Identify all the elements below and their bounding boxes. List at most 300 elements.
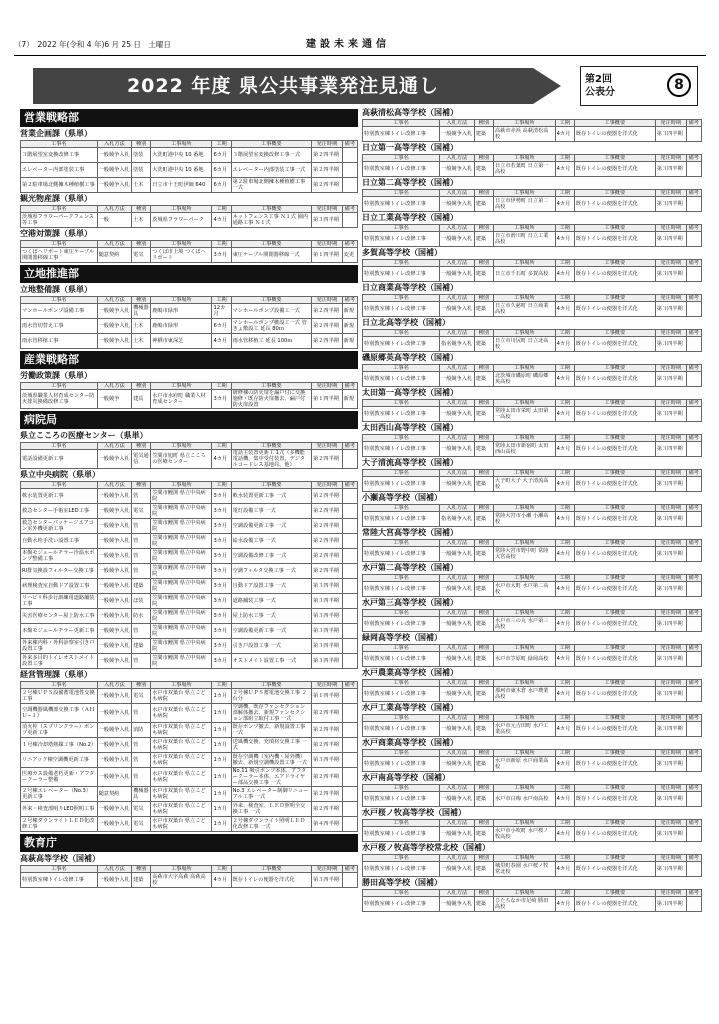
table-row bbox=[363, 302, 702, 317]
table-cell: 笠間市鯉渕 県立中央病院 bbox=[151, 594, 212, 609]
column-header: 備考 bbox=[686, 295, 701, 302]
table-cell: 第３四半期 bbox=[655, 897, 686, 912]
table-cell: 軟水装置更新工事 一式 bbox=[231, 489, 311, 504]
column-header: 発注時期 bbox=[655, 715, 686, 722]
table-cell: 東圧ケーブル関閉器移線一式 bbox=[231, 248, 311, 263]
table-cell bbox=[342, 519, 357, 534]
column-header: 工期 bbox=[212, 866, 231, 873]
table-cell: 第３四半期 bbox=[655, 617, 686, 632]
table-cell: 4カ月 bbox=[555, 267, 574, 282]
column-header: 発注時期 bbox=[655, 890, 686, 897]
table-cell: 一般競争入札 bbox=[440, 162, 475, 177]
column-header: 備考 bbox=[342, 443, 357, 450]
column-header: 工事場所 bbox=[493, 260, 555, 267]
table-cell: ２号棟エレベーター（No.3）更新工事 bbox=[21, 787, 98, 802]
table-cell: 6カ月 bbox=[212, 178, 231, 193]
column-header: 入札方法 bbox=[97, 383, 131, 390]
table-cell: 消防 bbox=[132, 723, 151, 738]
column-header: 種別 bbox=[132, 241, 151, 248]
column-header: 工事概要 bbox=[574, 575, 655, 582]
table-cell: 給水設備工事 一式 bbox=[231, 534, 311, 549]
table-cell: 特別教室棟トイレ改修工事 bbox=[363, 652, 440, 667]
column-header: 発注時期 bbox=[655, 470, 686, 477]
table-cell: ２号棟ダウンライト照明ＬＥＤ化改修工事 一式 bbox=[231, 817, 311, 832]
table-row bbox=[363, 617, 702, 632]
table-cell bbox=[342, 564, 357, 579]
table-cell: 第３四半期 bbox=[655, 547, 686, 562]
table-cell: 神栖市東深芝 bbox=[151, 334, 212, 349]
column-header: 種別 bbox=[132, 297, 151, 304]
table-cell: 4カ月 bbox=[212, 213, 231, 228]
table-row bbox=[21, 624, 358, 639]
column-header: 工事場所 bbox=[493, 540, 555, 547]
table-cell: 防水 bbox=[132, 609, 151, 624]
column-header: 工事名 bbox=[21, 206, 98, 213]
table-cell: 3カ月 bbox=[212, 519, 231, 534]
column-header: 入札方法 bbox=[97, 682, 131, 689]
table-cell: 第２四半期 bbox=[312, 304, 343, 319]
table-row bbox=[363, 127, 702, 142]
table-cell: 4カ月 bbox=[555, 687, 574, 702]
table-cell bbox=[686, 372, 701, 387]
table-cell: 4カ月 bbox=[555, 477, 574, 492]
column-header: 種別 bbox=[474, 785, 493, 792]
column-header: 入札方法 bbox=[440, 785, 475, 792]
column-header: 種別 bbox=[474, 295, 493, 302]
column-header: 工事名 bbox=[363, 225, 440, 232]
table-cell: 建築 bbox=[474, 267, 493, 282]
table-cell: No.3 エレベーター制御リニューアル工事 一式 bbox=[231, 787, 311, 802]
table-cell: No.11 吸引ポンプ本体、アフタークーラー本体、エアドライヤー部品交換工事 一式 bbox=[231, 768, 311, 787]
table-cell: 随意契約 bbox=[97, 787, 131, 802]
column-header: 工事概要 bbox=[574, 785, 655, 792]
column-header: 工期 bbox=[212, 383, 231, 390]
table-cell bbox=[342, 654, 357, 669]
table-cell: 一般競争入札 bbox=[97, 704, 131, 723]
column-header: 発注時期 bbox=[655, 540, 686, 547]
table-cell: 一般競争入札 bbox=[440, 302, 475, 317]
column-header: 工期 bbox=[555, 855, 574, 862]
column-header: 種別 bbox=[474, 540, 493, 547]
table-cell: 第３四半期 bbox=[655, 302, 686, 317]
column-header: 工事名 bbox=[363, 435, 440, 442]
column-header: 入札方法 bbox=[440, 680, 475, 687]
table-cell: 第３四半期 bbox=[312, 624, 343, 639]
column-header: 種別 bbox=[474, 680, 493, 687]
table-cell: 第３四半期 bbox=[655, 372, 686, 387]
column-header: 工事場所 bbox=[493, 295, 555, 302]
table-row bbox=[363, 267, 702, 282]
section-heading: 水戸工業高等学校（国補） bbox=[362, 703, 458, 712]
column-header: 工期 bbox=[555, 120, 574, 127]
column-header: 工事名 bbox=[21, 241, 98, 248]
column-header: 工期 bbox=[555, 505, 574, 512]
table-cell: 土木 bbox=[132, 334, 151, 349]
table-cell bbox=[342, 489, 357, 504]
table-cell: 既存トイレの便器を洋式化 bbox=[574, 372, 655, 387]
table-cell: 日立市川尻町 日立北高校 bbox=[493, 337, 555, 352]
table-cell: 建築 bbox=[132, 873, 151, 888]
table-cell: 既存トイレの便器を洋式化 bbox=[574, 792, 655, 807]
column-header: 入札方法 bbox=[97, 241, 131, 248]
column-header: 工事概要 bbox=[574, 260, 655, 267]
table-cell: 指名競争入札 bbox=[440, 337, 475, 352]
table-cell: 日立市滑川町 日立工業高校 bbox=[493, 232, 555, 247]
table-row bbox=[363, 232, 702, 247]
table-cell bbox=[342, 787, 357, 802]
table-cell: 新規 bbox=[342, 304, 357, 319]
table-cell: 一般競争入札 bbox=[97, 689, 131, 704]
issue-box bbox=[580, 66, 698, 106]
table-cell: 第３四半期 bbox=[655, 722, 686, 737]
section-heading: 県立中央病院（県単） bbox=[20, 470, 100, 479]
column-header: 工事場所 bbox=[493, 820, 555, 827]
table-cell: 管 bbox=[132, 704, 151, 723]
column-header: 工期 bbox=[212, 297, 231, 304]
table-cell: 管 bbox=[132, 534, 151, 549]
column-header: 工事場所 bbox=[493, 435, 555, 442]
column-header: 入札方法 bbox=[440, 190, 475, 197]
table-cell: 1カ月 bbox=[212, 817, 231, 832]
column-header: 工事場所 bbox=[493, 575, 555, 582]
table-cell: 4カ月 bbox=[555, 197, 574, 212]
table-cell: 機械器具 bbox=[132, 304, 151, 319]
column-header: 工事名 bbox=[363, 890, 440, 897]
column-header: 工事概要 bbox=[574, 855, 655, 862]
column-header: 備考 bbox=[686, 645, 701, 652]
column-header: 発注時期 bbox=[655, 435, 686, 442]
table-cell: ３階展望室変換改修工事一式 bbox=[231, 148, 311, 163]
table-cell: 水戸市双葉台 県立こども病院 bbox=[151, 738, 212, 753]
table-cell: 3カ月 bbox=[212, 624, 231, 639]
table-cell: 6カ月 bbox=[212, 319, 231, 334]
column-header: 工事概要 bbox=[574, 540, 655, 547]
table-cell bbox=[686, 792, 701, 807]
column-header: 備考 bbox=[686, 505, 701, 512]
table-cell: 3カ月 bbox=[212, 248, 231, 263]
table-cell: 水戸市三の丸 水戸第三高校 bbox=[493, 617, 555, 632]
column-header: 発注時期 bbox=[655, 505, 686, 512]
table-cell: 一般競争入札 bbox=[97, 609, 131, 624]
column-header: 工事名 bbox=[363, 575, 440, 582]
column-header: 発注時期 bbox=[655, 155, 686, 162]
table-cell: 空調フィルタ交換工事 一式 bbox=[231, 564, 311, 579]
table-cell bbox=[686, 302, 701, 317]
column-header: 工期 bbox=[555, 295, 574, 302]
table-cell: 水戸市双葉台 県立こども病院 bbox=[151, 689, 212, 704]
table-cell: つくばヘリポート東圧ケーブル関閉器移線工事 bbox=[21, 248, 98, 263]
column-header: 備考 bbox=[686, 785, 701, 792]
column-header: 工事場所 bbox=[151, 297, 212, 304]
table-cell: 特別教室棟トイレ改修工事 bbox=[363, 407, 440, 422]
table-cell: 建築 bbox=[474, 407, 493, 422]
table-cell bbox=[686, 827, 701, 842]
table-row bbox=[21, 163, 358, 178]
column-header: 工事場所 bbox=[493, 715, 555, 722]
table-cell: 建築 bbox=[474, 827, 493, 842]
table-cell: 4カ月 bbox=[555, 127, 574, 142]
table-cell: ２号棟ＵＰＳ蓄電池交換工事 ２台分 bbox=[231, 689, 311, 704]
column-header: 工事場所 bbox=[151, 241, 212, 248]
table-cell: 救急センターパッケージエアコン室外機更新工事 bbox=[21, 519, 98, 534]
column-header: 工期 bbox=[555, 575, 574, 582]
column-header: 備考 bbox=[342, 482, 357, 489]
table-cell: 一般競争入札 bbox=[97, 768, 131, 787]
column-header: 入札方法 bbox=[440, 365, 475, 372]
column-header: 備考 bbox=[686, 575, 701, 582]
table-cell: 既存トイレの便器を洋式化 bbox=[574, 862, 655, 877]
table-cell: 第３四半期 bbox=[655, 127, 686, 142]
column-header: 入札方法 bbox=[97, 141, 131, 148]
table-cell: 管 bbox=[132, 519, 151, 534]
column-header: 種別 bbox=[474, 330, 493, 337]
table-cell: 特別教室棟トイレ改修工事 bbox=[363, 372, 440, 387]
table-cell: 建築 bbox=[474, 337, 493, 352]
table-cell: 4カ月 bbox=[212, 450, 231, 469]
table-cell: 建築 bbox=[474, 582, 493, 597]
table-cell: 一般競争入札 bbox=[440, 722, 475, 737]
table-cell: 電気 bbox=[132, 504, 151, 519]
column-header: 工期 bbox=[555, 365, 574, 372]
section-heading: 県立こころの医療センター（県単） bbox=[20, 431, 148, 440]
table-cell: 水戸市双葉台 県立こども病院 bbox=[151, 802, 212, 817]
column-header: 備考 bbox=[342, 297, 357, 304]
column-header: 工期 bbox=[555, 470, 574, 477]
table-cell: 機械器具 bbox=[132, 787, 151, 802]
column-header: 工期 bbox=[555, 715, 574, 722]
table-cell: 第３四半期 bbox=[655, 862, 686, 877]
table-cell: 日立市十王町伊師 640 bbox=[151, 178, 212, 193]
table-cell: 第２駐車場北側擁木種植樹工事 bbox=[21, 178, 98, 193]
table-cell: 既存トイレの便器を洋式化 bbox=[574, 162, 655, 177]
table-cell: 建築 bbox=[474, 442, 493, 457]
table-cell bbox=[686, 512, 701, 527]
column-header: 備考 bbox=[686, 610, 701, 617]
table-cell: 第２四半期 bbox=[312, 704, 343, 723]
table-cell: 一般競争入札 bbox=[440, 617, 475, 632]
table-cell: 第３四半期 bbox=[655, 757, 686, 772]
column-header: 発注時期 bbox=[655, 120, 686, 127]
table-cell bbox=[342, 178, 357, 193]
table-cell: 特別教室棟トイレ改修工事 bbox=[363, 547, 440, 562]
table-cell: 6カ月 bbox=[212, 163, 231, 178]
column-header: 発注時期 bbox=[655, 645, 686, 652]
column-header: 種別 bbox=[474, 190, 493, 197]
table-cell: 塗装 bbox=[132, 163, 151, 178]
table-cell: 水戸市元吉田町 水戸工業高校 bbox=[493, 722, 555, 737]
table-cell: 医療ガス設備老朽更新・アフタークーラー整備 bbox=[21, 768, 98, 787]
table-cell: 建築 bbox=[474, 547, 493, 562]
table-cell: 既存空調機（室内機・屋外機）撤去、新規空調機設置工事 一式 bbox=[231, 753, 311, 768]
table-cell: 電灯設備工事 一式 bbox=[231, 504, 311, 519]
table-cell: 電気通信 bbox=[132, 450, 151, 469]
table-cell: 第３四半期 bbox=[312, 753, 343, 768]
column-header: 工事概要 bbox=[574, 890, 655, 897]
table-cell: 特別教室棟トイレ改修工事 bbox=[363, 197, 440, 212]
table-cell: 塗装 bbox=[132, 148, 151, 163]
column-header: 種別 bbox=[132, 482, 151, 489]
column-header: 備考 bbox=[686, 400, 701, 407]
section-heading: 大子清流高等学校（国補） bbox=[362, 458, 458, 467]
table-row bbox=[21, 178, 358, 193]
table-cell: 土木 bbox=[132, 178, 151, 193]
column-header: 工事概要 bbox=[574, 120, 655, 127]
column-header: 工事場所 bbox=[493, 225, 555, 232]
table-cell: 建築 bbox=[474, 687, 493, 702]
table-cell: 北茨城市磯原町 磯原郷英高校 bbox=[493, 372, 555, 387]
table-cell bbox=[686, 687, 701, 702]
column-header: 発注時期 bbox=[312, 383, 343, 390]
table-cell: 4カ月 bbox=[555, 302, 574, 317]
column-header: 工事名 bbox=[363, 540, 440, 547]
section-heading: 日立第一高等学校（国補） bbox=[362, 143, 458, 152]
table-cell: 電気 bbox=[132, 817, 151, 832]
table-cell: 外来、検査室、ＬＥＤ照明全交換工事 一式 bbox=[231, 802, 311, 817]
table-cell: 一般競争入札 bbox=[97, 163, 131, 178]
table-cell: 一般競争入札 bbox=[97, 334, 131, 349]
table-cell: 3カ月 bbox=[212, 489, 231, 504]
column-header: 種別 bbox=[132, 206, 151, 213]
table-cell: 日立市伊勢町 日立第二高校 bbox=[493, 197, 555, 212]
column-header: 種別 bbox=[474, 575, 493, 582]
table-cell: 第４四半期 bbox=[312, 817, 343, 832]
table-cell: 引き戸設置工事 一式 bbox=[231, 639, 311, 654]
table-cell: 一般競争入札 bbox=[97, 594, 131, 609]
table-row bbox=[363, 792, 702, 807]
column-header: 入札方法 bbox=[97, 866, 131, 873]
table-cell: 建築 bbox=[474, 232, 493, 247]
table-cell: マンホールポンプ設備工事 bbox=[21, 304, 98, 319]
table-cell: 第３四半期 bbox=[655, 267, 686, 282]
table-cell: 管 bbox=[132, 768, 151, 787]
table-cell: 一般競争入札 bbox=[440, 547, 475, 562]
column-header: 備考 bbox=[686, 330, 701, 337]
table-cell: 既存トイレの便器を洋式化 bbox=[574, 617, 655, 632]
table-cell: 4カ月 bbox=[555, 897, 574, 912]
column-header: 備考 bbox=[686, 540, 701, 547]
table-row bbox=[21, 319, 358, 334]
table-cell: 建築 bbox=[474, 512, 493, 527]
column-header: 種別 bbox=[474, 260, 493, 267]
table-cell: 第３四半期 bbox=[655, 477, 686, 492]
column-header: 備考 bbox=[686, 470, 701, 477]
table-cell: 特別教室棟トイレ改修工事 bbox=[363, 792, 440, 807]
table-cell: 茨城県フラワーパークフェンス等工事 bbox=[21, 213, 98, 228]
table-cell: 建築 bbox=[474, 757, 493, 772]
table-cell: 第１四半期 bbox=[312, 390, 343, 409]
table-cell bbox=[342, 163, 357, 178]
table-cell: 一般競争入札 bbox=[97, 873, 131, 888]
table-cell: 一般競争入札 bbox=[440, 407, 475, 422]
table-cell: 3カ月 bbox=[212, 564, 231, 579]
table-cell: 4カ月 bbox=[555, 512, 574, 527]
column-header: 備考 bbox=[686, 890, 701, 897]
column-header: 入札方法 bbox=[440, 820, 475, 827]
table-cell bbox=[342, 753, 357, 768]
table-cell bbox=[686, 547, 701, 562]
table-row bbox=[363, 512, 702, 527]
table-cell: 管 bbox=[132, 753, 151, 768]
table-cell: 既存トイレの便器を洋式化 bbox=[574, 127, 655, 142]
table-cell: 既存トイレの便器を洋式化 bbox=[574, 477, 655, 492]
table-cell: 笠間市鯉渕 県立中央病院 bbox=[151, 624, 212, 639]
table-cell: 外来・検査部明りLED照明工事 bbox=[21, 802, 98, 817]
table-cell: 城里町春園 水戸桜ノ牧常北校 bbox=[493, 862, 555, 877]
table-cell: 大洗町港中央 10 番地 bbox=[151, 148, 212, 163]
table-cell: 特別教室棟トイレ改修工事 bbox=[363, 162, 440, 177]
project-table bbox=[362, 609, 702, 632]
table-cell: 空調設備更新工事 一式 bbox=[231, 624, 311, 639]
column-header: 工事名 bbox=[363, 295, 440, 302]
column-header: 工事概要 bbox=[231, 297, 311, 304]
table-cell: リニアック棟空調機更新工事 bbox=[21, 753, 98, 768]
table-cell: 4カ月 bbox=[555, 162, 574, 177]
project-table bbox=[362, 504, 702, 527]
table-cell bbox=[342, 594, 357, 609]
table-cell: 本館モジュールチラー冷温水ポンプ整備工事 bbox=[21, 549, 98, 564]
table-cell: 4カ月 bbox=[555, 827, 574, 842]
table-cell bbox=[686, 267, 701, 282]
column-header: 工事場所 bbox=[151, 682, 212, 689]
table-cell: 一般競争入札 bbox=[440, 267, 475, 282]
table-row bbox=[363, 687, 702, 702]
table-cell: 自動ドア設置工事 一式 bbox=[231, 579, 311, 594]
table-row bbox=[363, 337, 702, 352]
column-header: 工事名 bbox=[21, 443, 98, 450]
column-header: 工事概要 bbox=[574, 645, 655, 652]
issue-label: 第2回 公表分 bbox=[585, 74, 615, 98]
table-cell bbox=[342, 723, 357, 738]
column-header: 工事場所 bbox=[493, 855, 555, 862]
table-cell: １号棟冷却塔熱媒工事（No.2） bbox=[21, 738, 98, 753]
column-header: 工事名 bbox=[363, 330, 440, 337]
left-column bbox=[20, 107, 358, 888]
table-cell: 日立市若葉町 日立第一高校 bbox=[493, 162, 555, 177]
table-row bbox=[363, 722, 702, 737]
project-table bbox=[362, 714, 702, 737]
table-cell: 4カ月 bbox=[555, 372, 574, 387]
table-cell: 水戸市双葉台 県立こども病院 bbox=[151, 723, 212, 738]
column-header: 工事概要 bbox=[574, 435, 655, 442]
table-cell: 建築 bbox=[474, 722, 493, 737]
table-cell: 第２駐車場北側擁木種植樹工事一式 bbox=[231, 178, 311, 193]
table-cell: 第３四半期 bbox=[312, 654, 343, 669]
project-table bbox=[20, 240, 358, 263]
table-cell: 建築 bbox=[474, 162, 493, 177]
table-cell: 水戸市小吹町 水戸桜ノ牧高校 bbox=[493, 827, 555, 842]
column-header: 工期 bbox=[555, 155, 574, 162]
issue-number: 8 bbox=[667, 73, 691, 97]
table-cell: 笠間市鯉渕 県立中央病院 bbox=[151, 609, 212, 624]
column-header: 発注時期 bbox=[655, 330, 686, 337]
column-header: 種別 bbox=[474, 400, 493, 407]
table-row bbox=[363, 547, 702, 562]
column-header: 備考 bbox=[686, 715, 701, 722]
column-header: 工事場所 bbox=[493, 400, 555, 407]
table-cell: 第３四半期 bbox=[312, 213, 343, 228]
column-header: 工事場所 bbox=[493, 155, 555, 162]
column-header: 備考 bbox=[686, 435, 701, 442]
column-header: 備考 bbox=[342, 383, 357, 390]
table-cell: 6カ月 bbox=[212, 148, 231, 163]
table-cell: 研修棟の防火扉を漏戸付に交換施修・既存防火扉撤去、漏戸付防火扉設置 bbox=[231, 390, 311, 409]
column-header: 工期 bbox=[555, 435, 574, 442]
column-header: 種別 bbox=[474, 750, 493, 757]
table-cell: 笠間市鯉渕 県立中央病院 bbox=[151, 489, 212, 504]
column-header: 工事概要 bbox=[231, 206, 311, 213]
column-header: 備考 bbox=[686, 365, 701, 372]
table-cell: 電気 bbox=[132, 248, 151, 263]
